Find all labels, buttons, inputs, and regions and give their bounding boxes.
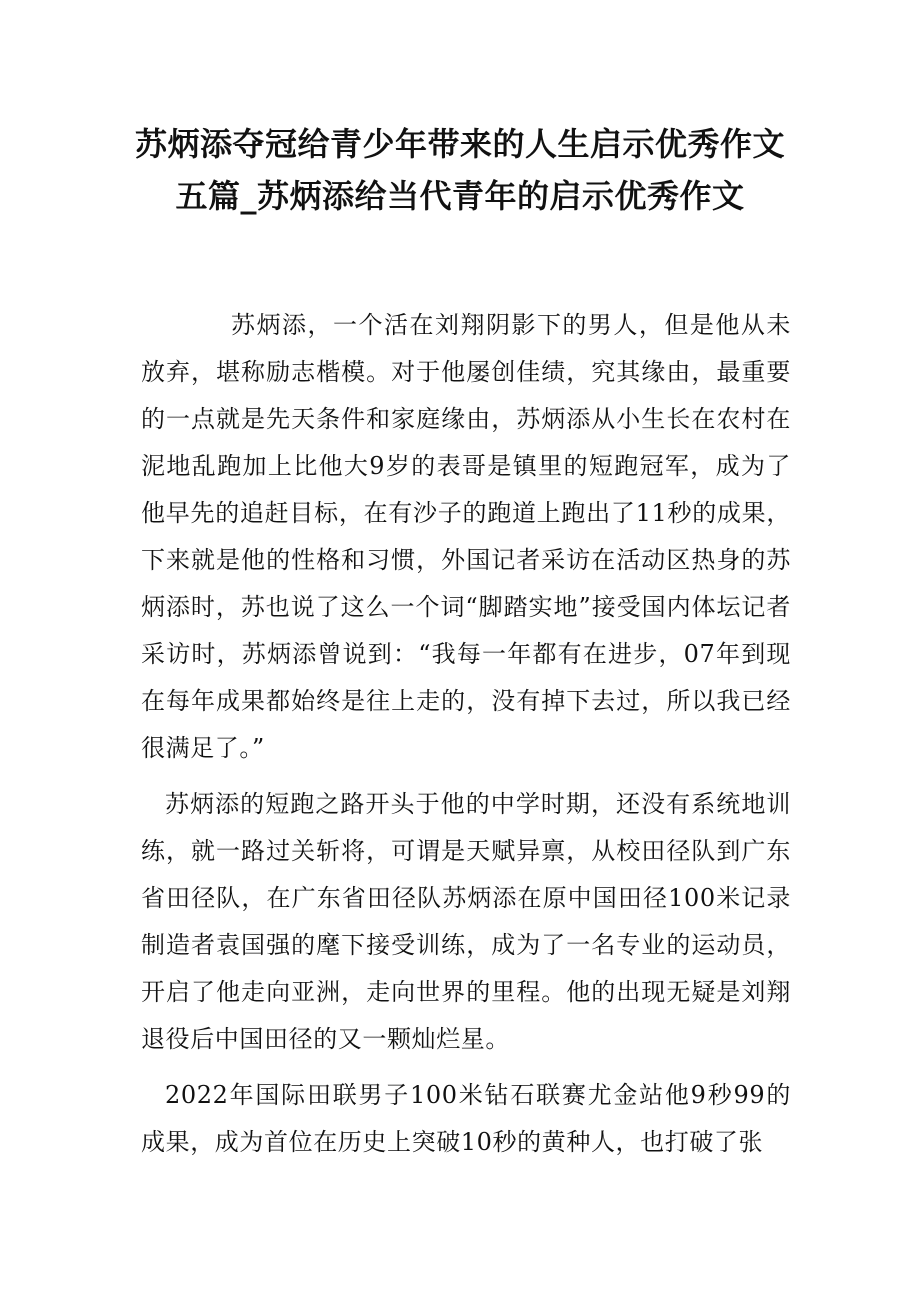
document-title: 苏炳添夺冠给青少年带来的人生启示优秀作文五篇_苏炳添给当代青年的启示优秀作文: [134, 125, 785, 215]
document-body: [141, 302, 791, 1175]
paragraph-1: 苏炳添，一个活在刘翔阴影下的男人，但是他从未放弃，堪称励志楷模。对于他屡创佳绩，究其缘由，最重要的一点就是先天条件和家庭缘由，苏炳添从小生长在农村在泥地乱跑加上比他大9岁的表哥是镇里的短跑冠军，成为了他早先的追赶目标，在有沙子的跑道上跑出了11秒的成果，下来就是他的性格和习惯，外国记者采访在活动区热身的苏炳添时，苏也说了这么一个词“脚踏实地”接受国内体坛记者采访时，苏炳添曾说到：“我每一年都有在进步，07年到现在每年成果都始终是往上走的，没有掉下去过，所以我已经很满足了。”: [141, 311, 791, 762]
paragraph-3: 2022年国际田联男子100米钻石联赛尤金站他9秒99的成果，成为首位在历史上突破10秒的黄种人，也打破了张: [141, 1081, 791, 1156]
paragraph-2: 苏炳添的短跑之路开头于他的中学时期，还没有系统地训练，就一路过关斩将，可谓是天赋异禀，从校田径队到广东省田径队，在广东省田径队苏炳添在原中国田径100米记录制造者袁国强的麾下接受训练，成为了一名专业的运动员，开启了他走向亚洲，走向世界的里程。他的出现无疑是刘翔退役后中国田径的又一颗灿烂星。: [141, 790, 791, 1053]
